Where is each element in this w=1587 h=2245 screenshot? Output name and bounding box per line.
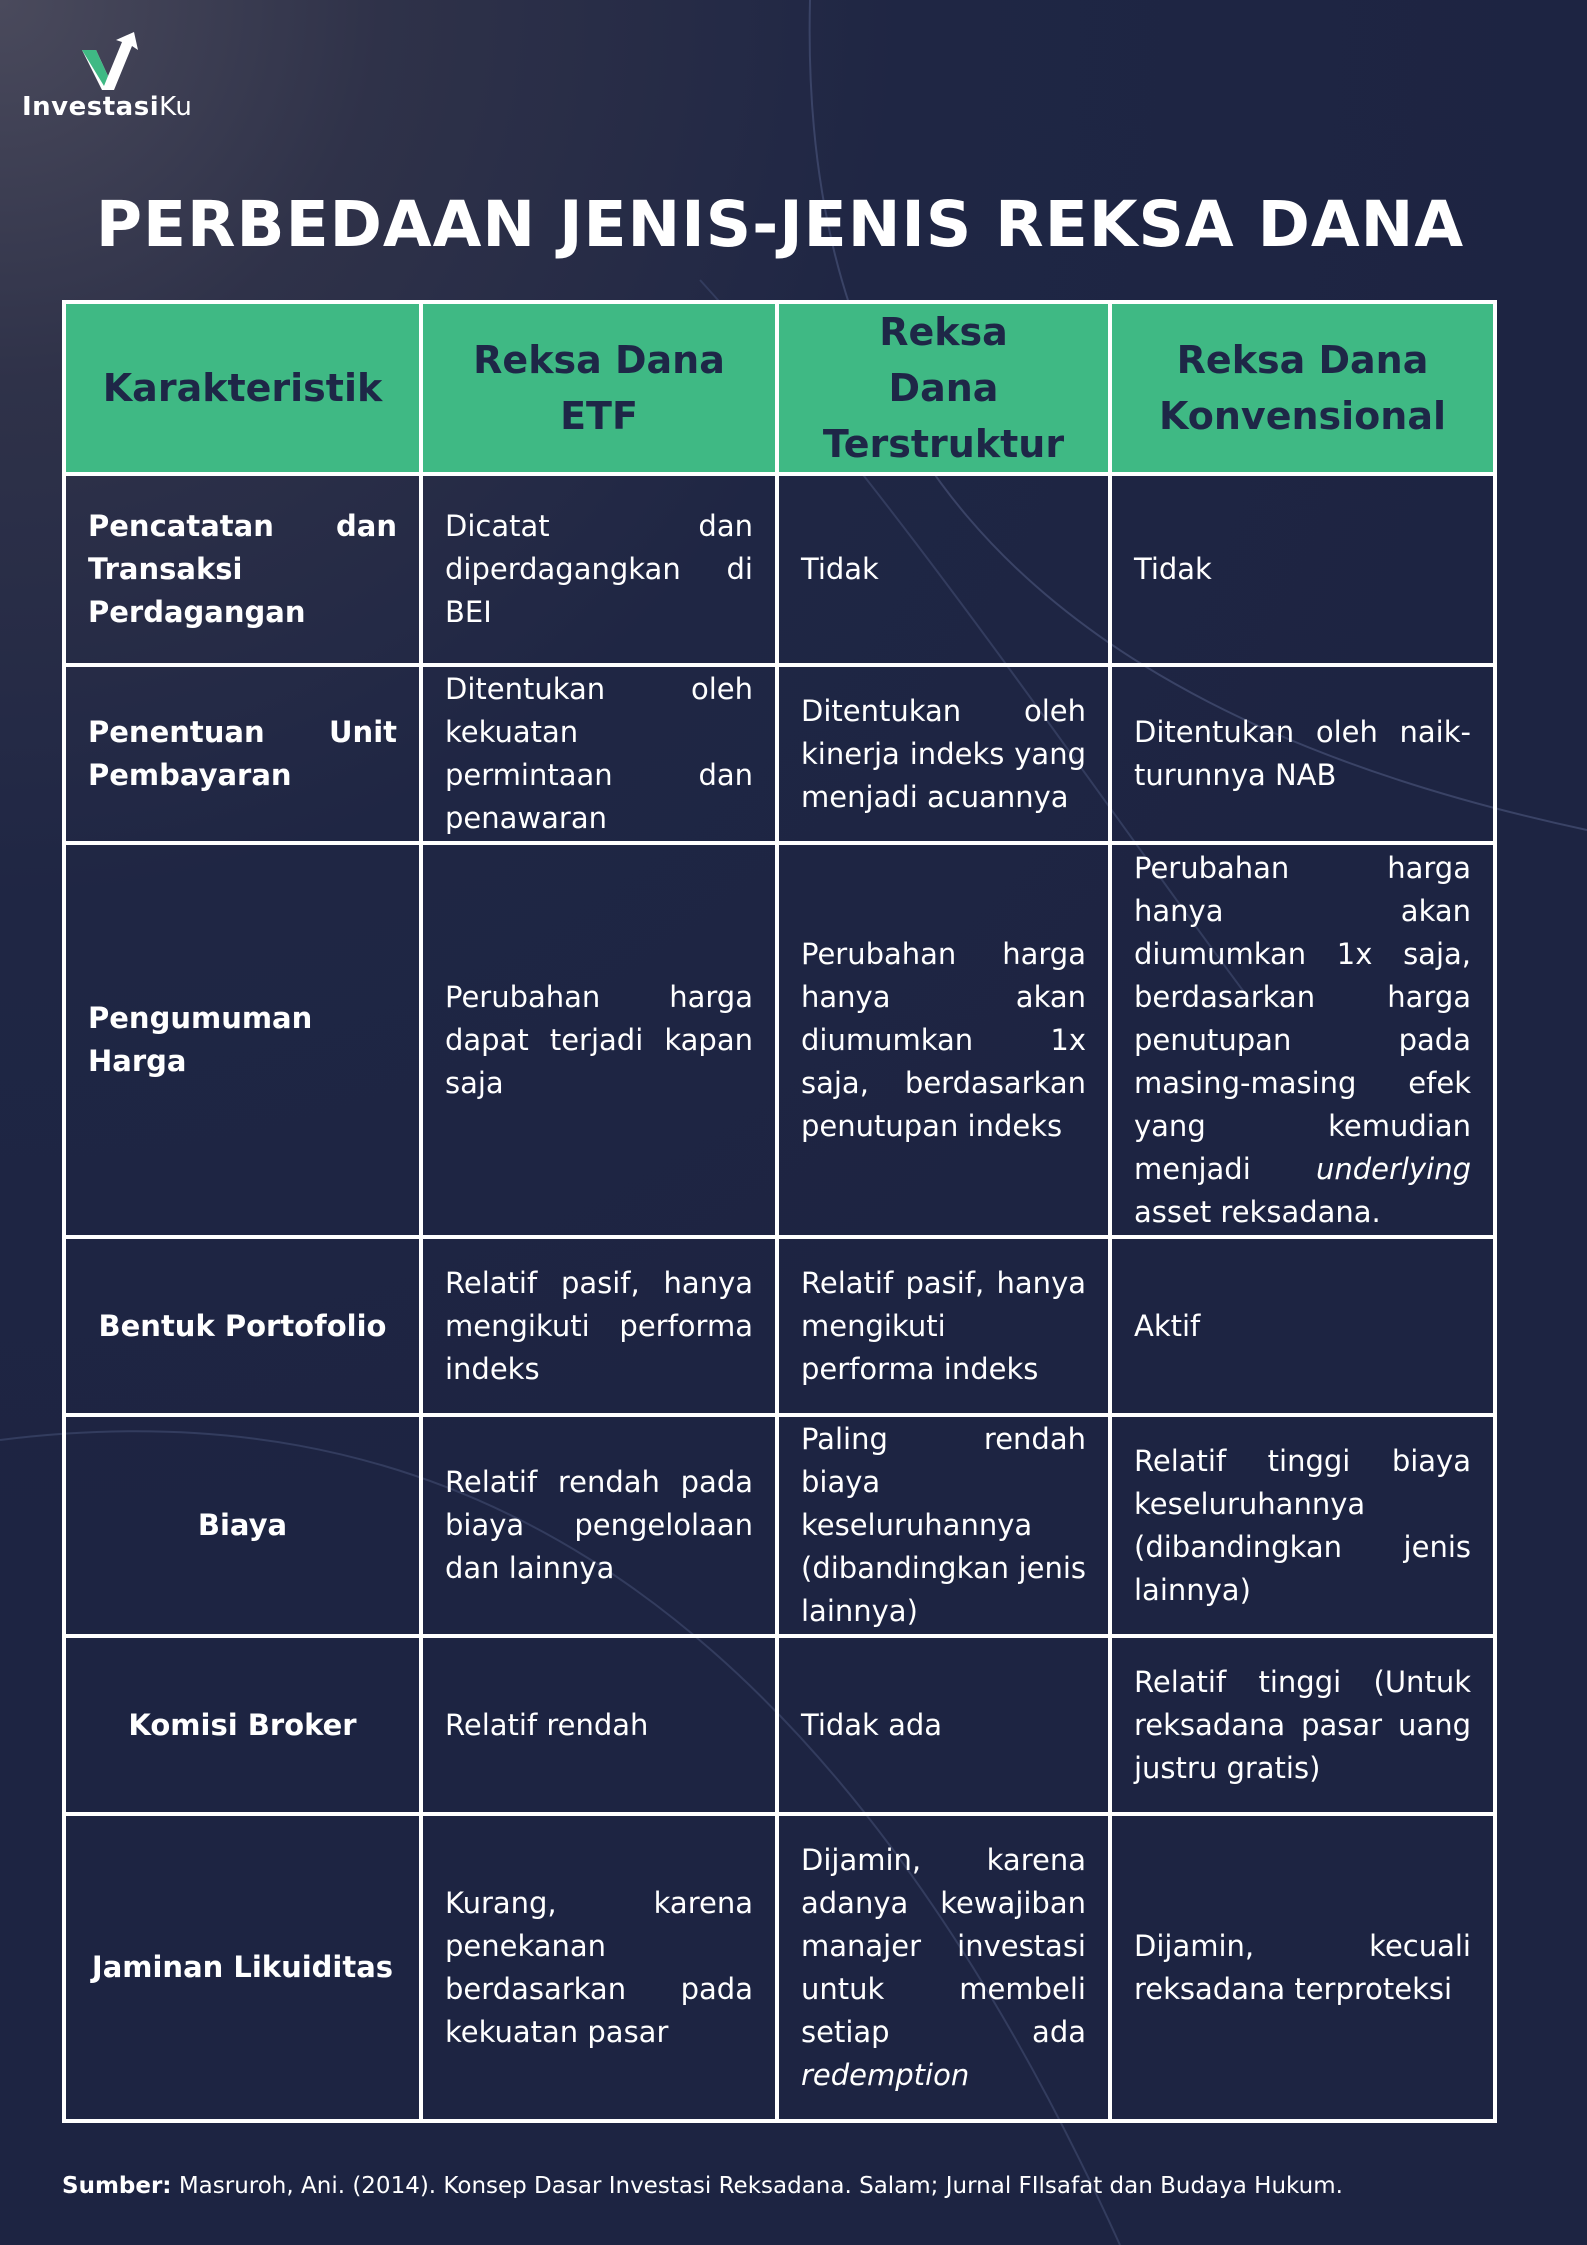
table-row — [64, 1636, 1495, 1814]
header-karakteristik: Karakteristik — [64, 302, 421, 474]
cell-etf: Dicatat dan diperdagangkan di BEI — [421, 474, 777, 665]
page-title: PERBEDAAN JENIS-JENIS REKSA DANA — [95, 188, 1465, 261]
row-label: Bentuk Portofolio — [64, 1237, 421, 1415]
header-konvensional: Reksa Dana Konvensional — [1110, 302, 1495, 474]
table-header-row — [64, 302, 1495, 474]
table-row — [64, 665, 1495, 843]
cell-konvensional — [1110, 843, 1495, 1237]
checkmark-arrow-icon — [78, 32, 148, 94]
cell-etf: Perubahan harga dapat terjadi kapan saja — [421, 843, 777, 1237]
cell-etf: Relatif rendah pada biaya pengelolaan dan lainnya — [421, 1415, 777, 1636]
row-label: Jaminan Likuiditas — [64, 1814, 421, 2121]
source-citation — [62, 2173, 1343, 2199]
cell-konvensional: Aktif — [1110, 1237, 1495, 1415]
cell-terstruktur: Perubahan harga hanya akan diumumkan 1x saja, berdasarkan penutupan indeks — [777, 843, 1110, 1237]
cell-konvensional: Ditentukan oleh naik-turunnya NAB — [1110, 665, 1495, 843]
cell-text: asset reksadana. — [1134, 1194, 1381, 1229]
source-text: Masruroh, Ani. (2014). Konsep Dasar Investasi Reksadana. Salam; Jurnal FIlsafat dan Budaya Hukum. — [178, 2173, 1343, 2199]
row-label: Penentuan Unit Pembayaran — [64, 665, 421, 843]
table-row — [64, 1415, 1495, 1636]
table-row — [64, 843, 1495, 1237]
cell-terstruktur: Tidak ada — [777, 1636, 1110, 1814]
cell-text-italic: underlying — [1316, 1151, 1471, 1186]
row-label: Pencatatan dan Transaksi Perdagangan — [64, 474, 421, 665]
source-label: Sumber: — [62, 2173, 172, 2199]
cell-terstruktur: Relatif pasif, hanya mengikuti performa indeks — [777, 1237, 1110, 1415]
cell-terstruktur: Paling rendah biaya keseluruhannya (dibandingkan jenis lainnya) — [777, 1415, 1110, 1636]
cell-text: Perubahan harga hanya akan diumumkan 1x saja, berdasarkan harga penutupan pada masing-masing efek yang kemudian menjadi — [1134, 850, 1471, 1186]
cell-terstruktur: Tidak — [777, 474, 1110, 665]
cell-terstruktur — [777, 1814, 1110, 2121]
comparison-table — [62, 300, 1497, 2123]
brand-logo — [22, 32, 202, 127]
cell-konvensional: Relatif tinggi biaya keseluruhannya (dibandingkan jenis lainnya) — [1110, 1415, 1495, 1636]
cell-etf: Kurang, karena penekanan berdasarkan pada kekuatan pasar — [421, 1814, 777, 2121]
row-label: Komisi Broker — [64, 1636, 421, 1814]
header-etf: Reksa Dana ETF — [421, 302, 777, 474]
table-row — [64, 474, 1495, 665]
cell-terstruktur: Ditentukan oleh kinerja indeks yang menjadi acuannya — [777, 665, 1110, 843]
cell-konvensional: Dijamin, kecuali reksadana terproteksi — [1110, 1814, 1495, 2121]
brand-name-regular: Ku — [159, 92, 193, 122]
table-row — [64, 1237, 1495, 1415]
cell-etf: Relatif pasif, hanya mengikuti performa indeks — [421, 1237, 777, 1415]
cell-etf: Relatif rendah — [421, 1636, 777, 1814]
table-row — [64, 1814, 1495, 2121]
brand-name-bold: Investasi — [22, 92, 160, 122]
cell-text: Dijamin, karena adanya kewajiban manajer investasi untuk membeli setiap ada — [801, 1842, 1086, 2049]
row-label: Biaya — [64, 1415, 421, 1636]
brand-name — [22, 92, 192, 122]
cell-text-italic: redemption — [801, 2057, 970, 2092]
row-label: Pengumuman Harga — [64, 843, 421, 1237]
cell-etf: Ditentukan oleh kekuatan permintaan dan penawaran — [421, 665, 777, 843]
header-terstruktur: Reksa Dana Terstruktur — [777, 302, 1110, 474]
cell-konvensional: Tidak — [1110, 474, 1495, 665]
cell-konvensional: Relatif tinggi (Untuk reksadana pasar uang justru gratis) — [1110, 1636, 1495, 1814]
